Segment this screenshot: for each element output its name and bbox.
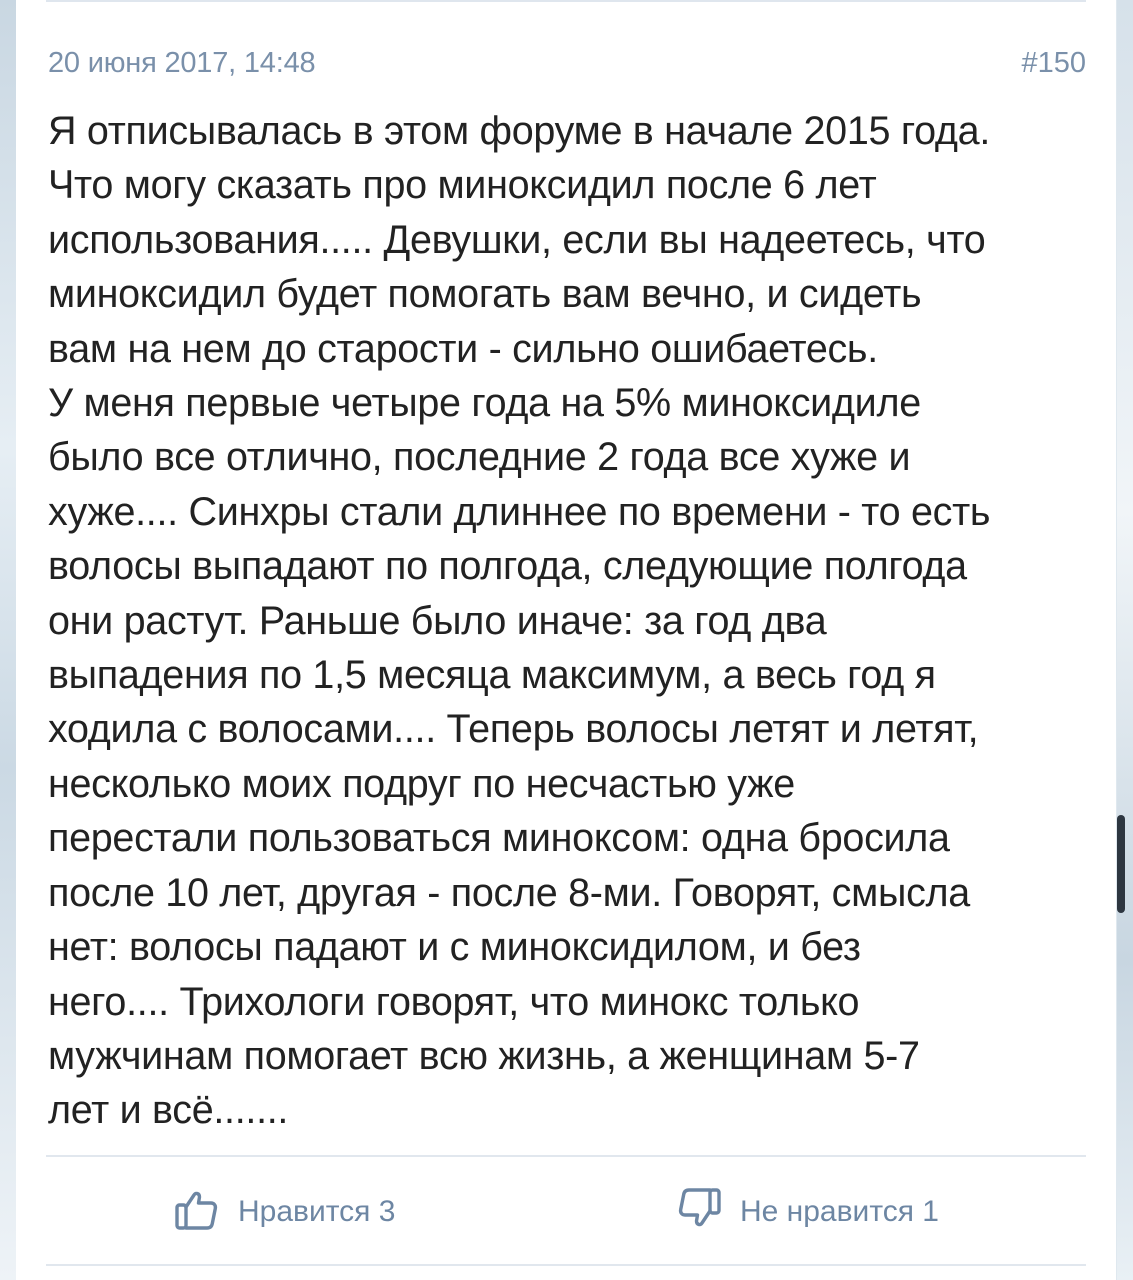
post-line: У меня первые четыре года на 5% миноксидиле [48, 381, 921, 426]
post-line: нет: волосы падают и с миноксидилом, и без [48, 925, 861, 970]
post-line: было все отлично, последние 2 года все хуже и [48, 435, 911, 480]
bottom-divider [46, 1264, 1086, 1266]
top-divider [46, 0, 1086, 2]
dislike-label: Не нравится 1 [740, 1194, 939, 1228]
post-line: они растут. Раньше было иначе: за год два [48, 598, 827, 643]
post-date: 20 июня 2017, 14:48 [48, 47, 316, 79]
post-line: вам на нем до старости - сильно ошибаетесь. [48, 326, 878, 371]
forum-post-card [16, 0, 1116, 1280]
post-line: миноксидил будет помогать вам вечно, и сидеть [48, 272, 922, 317]
dislike-button[interactable] [676, 1186, 939, 1237]
thumbs-down-icon [676, 1186, 722, 1237]
thumbs-up-icon [174, 1186, 220, 1237]
actions-divider [46, 1155, 1086, 1157]
post-line: Что могу сказать про миноксидил после 6 лет [48, 163, 877, 208]
post-line: выпадения по 1,5 месяца максимум, а весь год я [48, 653, 936, 698]
post-body [48, 104, 1098, 1138]
post-line: мужчинам помогает всю жизнь, а женщинам 5-7 [48, 1033, 920, 1078]
background-left-edge [0, 0, 16, 1280]
post-line: него.... Трихологи говорят, что минокс только [48, 979, 860, 1024]
post-line: волосы выпадают по полгода, следующие полгода [48, 544, 967, 589]
post-line: лет и всё....... [48, 1088, 289, 1133]
post-line: несколько моих подруг по несчастью уже [48, 761, 795, 806]
post-line: Я отписывалась в этом форуме в начале 2015 года. [48, 109, 990, 153]
post-line: перестали пользоваться миноксом: одна бросила [48, 816, 950, 861]
post-number[interactable]: #150 [1021, 47, 1086, 79]
post-line: ходила с волосами.... Теперь волосы летят и летят, [48, 707, 979, 752]
post-line: использования..... Девушки, если вы надеетесь, что [48, 217, 986, 262]
like-label: Нравится 3 [238, 1194, 396, 1228]
post-line: после 10 лет, другая - после 8-ми. Говорят, смысла [48, 870, 970, 915]
scrollbar-thumb[interactable] [1117, 815, 1125, 913]
post-line: хуже.... Синхры стали длиннее по времени - то есть [48, 489, 991, 534]
background-right-edge [1117, 0, 1133, 1280]
like-button[interactable] [174, 1186, 395, 1237]
